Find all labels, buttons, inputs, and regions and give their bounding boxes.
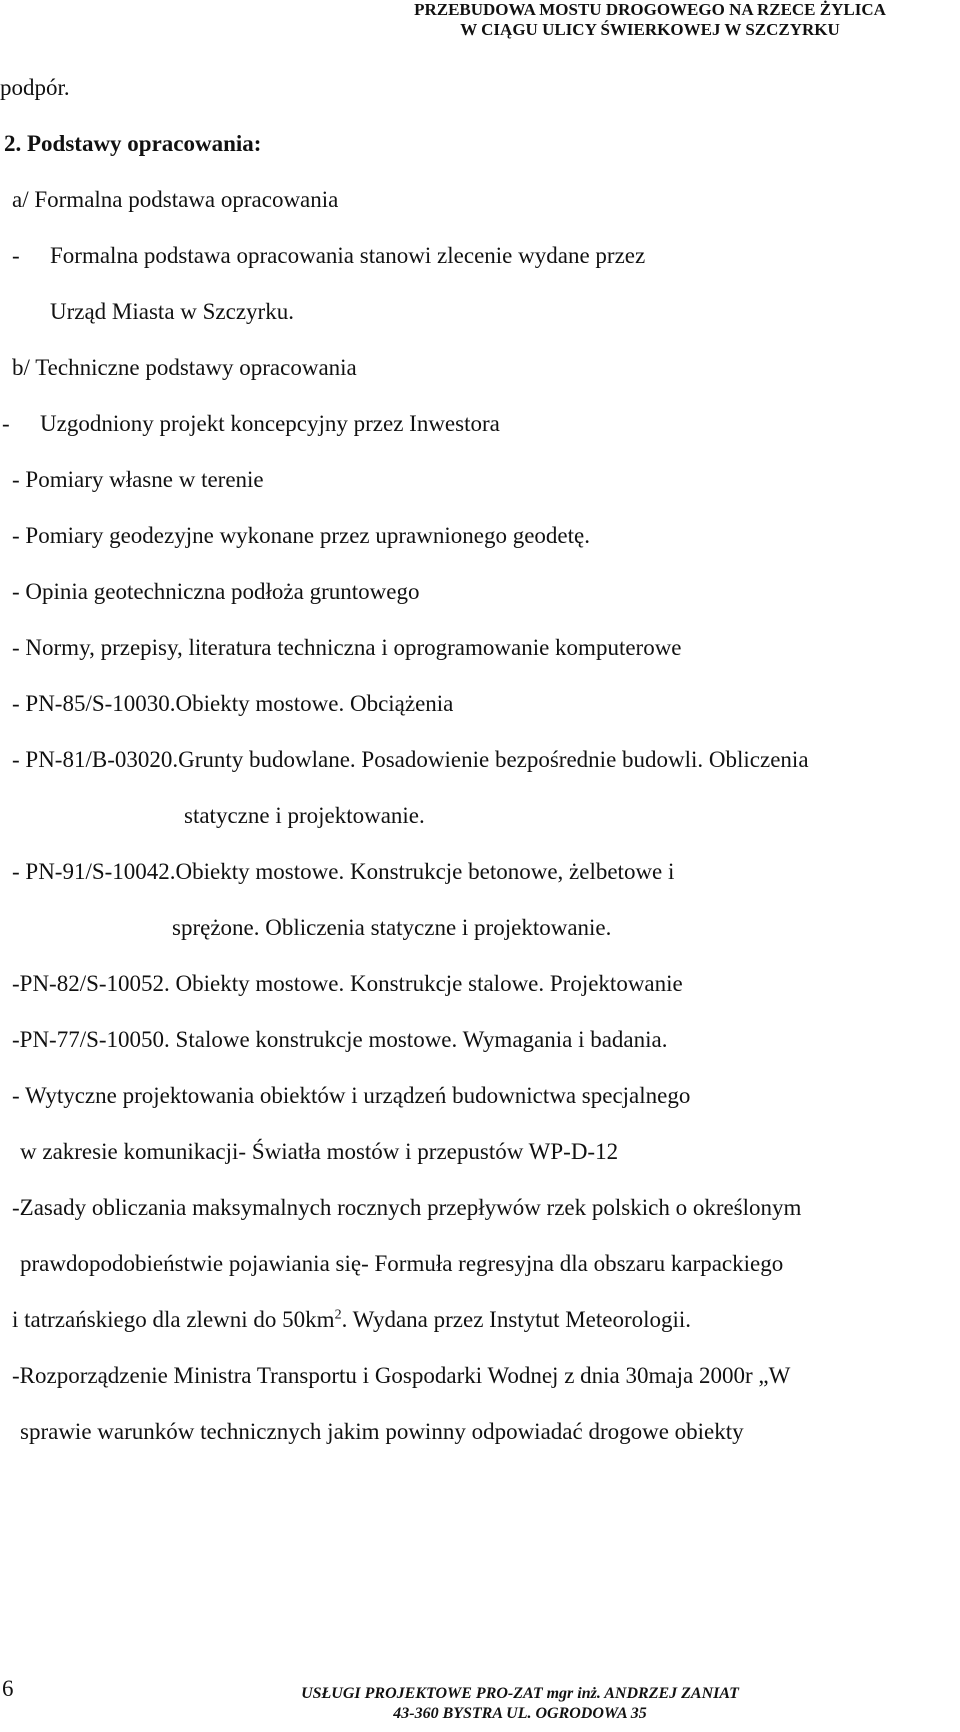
- superscript-exponent: 2: [334, 1307, 342, 1323]
- subsection-b-heading: b/ Techniczne podstawy opracowania: [12, 355, 357, 380]
- list-item-b10: -PN-77/S-10050. Stalowe konstrukcje mostowe. Wymagania i badania.: [12, 1027, 668, 1052]
- list-item-b5: - Normy, przepisy, literatura techniczna i oprogramowanie komputerowe: [12, 635, 682, 660]
- list-item-a1-text: Formalna podstawa opracowania stanowi zlecenie wydane przez: [50, 243, 646, 268]
- dash-marker: -: [2, 411, 10, 436]
- page-number: 6: [2, 1676, 14, 1701]
- list-item-b4: - Opinia geotechniczna podłoża gruntowego: [12, 579, 420, 604]
- section-heading: 2. Podstawy opracowania:: [4, 131, 262, 156]
- list-item-b7: - PN-81/B-03020.Grunty budowlane. Posadowienie bezpośrednie budowli. Obliczenia: [12, 747, 809, 772]
- list-item-b13-continuation: sprawie warunków technicznych jakim powinny odpowiadać drogowe obiekty: [20, 1419, 744, 1444]
- list-item-a1-continuation: Urząd Miasta w Szczyrku.: [50, 299, 294, 324]
- list-item-b1: [2, 410, 500, 438]
- document-header: [370, 0, 930, 40]
- list-item-b12: -Zasady obliczania maksymalnych rocznych przepływów rzek polskich o określonym: [12, 1195, 802, 1220]
- list-item-b8-continuation: sprężone. Obliczenia statyczne i projektowanie.: [172, 915, 612, 940]
- document-footer: [260, 1684, 780, 1724]
- footer-company-name: USŁUGI PROJEKTOWE PRO-ZAT mgr inż. ANDRZEJ ZANIAT: [301, 1685, 739, 1702]
- list-item-b2: - Pomiary własne w terenie: [12, 467, 264, 492]
- list-item-b13: -Rozporządzenie Ministra Transportu i Gospodarki Wodnej z dnia 30maja 2000r „W: [12, 1363, 791, 1388]
- list-item-b6: - PN-85/S-10030.Obiekty mostowe. Obciążenia: [12, 691, 454, 716]
- list-item-b3: - Pomiary geodezyjne wykonane przez uprawnionego geodetę.: [12, 523, 590, 548]
- intro-text: podpór.: [0, 75, 70, 100]
- footer-company-address: 43-360 BYSTRA UL. OGRODOWA 35: [393, 1705, 647, 1722]
- list-item-b9: -PN-82/S-10052. Obiekty mostowe. Konstrukcje stalowe. Projektowanie: [12, 971, 683, 996]
- list-item-b12-continuation: prawdopodobieństwie pojawiania się- Formuła regresyjna dla obszaru karpackiego: [20, 1251, 784, 1276]
- list-item-b12-text-post: . Wydana przez Instytut Meteorologii.: [341, 1307, 692, 1332]
- list-item-b7-continuation: statyczne i projektowanie.: [184, 803, 425, 828]
- list-item-b12-continuation-2: [12, 1306, 691, 1334]
- list-item-b8: - PN-91/S-10042.Obiekty mostowe. Konstrukcje betonowe, żelbetowe i: [12, 859, 675, 884]
- list-item-b12-text-pre: i tatrzańskiego dla zlewni do 50km: [12, 1307, 335, 1332]
- header-title-line2: W CIĄGU ULICY ŚWIERKOWEJ W SZCZYRKU: [460, 20, 840, 39]
- header-title-line1: PRZEBUDOWA MOSTU DROGOWEGO NA RZECE ŻYLICA: [414, 0, 886, 19]
- list-item-b1-text: Uzgodniony projekt koncepcyjny przez Inwestora: [40, 411, 500, 436]
- list-item-a1: [12, 242, 645, 270]
- list-item-b11: - Wytyczne projektowania obiektów i urządzeń budownictwa specjalnego: [12, 1083, 691, 1108]
- list-item-b11-continuation: w zakresie komunikacji- Światła mostów i przepustów WP-D-12: [20, 1139, 619, 1164]
- dash-marker: -: [12, 243, 20, 268]
- subsection-a-heading: a/ Formalna podstawa opracowania: [12, 187, 339, 212]
